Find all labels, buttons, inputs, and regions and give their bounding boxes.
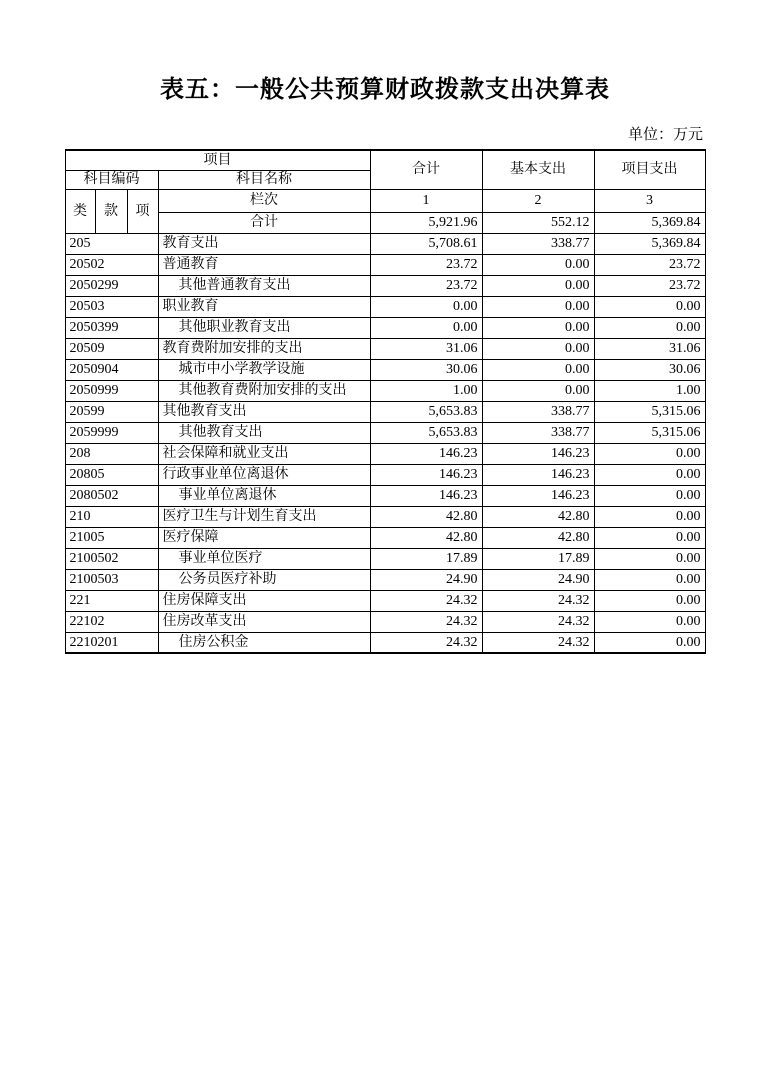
subject-code-cell: 221 [65,590,158,611]
table-row [65,632,705,653]
header-col-basic-expenditure: 基本支出 [482,150,594,189]
subject-name-cell: 住房保障支出 [158,590,370,611]
total-value-cell: 146.23 [370,464,482,485]
subject-name-cell: 医疗保障 [158,527,370,548]
project-expenditure-cell: 5,315.06 [594,401,705,422]
table-row [65,422,705,443]
basic-expenditure-cell: 24.32 [482,611,594,632]
project-expenditure-cell: 5,315.06 [594,422,705,443]
subject-code-cell: 21005 [65,527,158,548]
subject-code-cell: 2050999 [65,380,158,401]
total-value-cell: 24.32 [370,632,482,653]
total-value-cell: 5,653.83 [370,401,482,422]
project-expenditure-cell: 30.06 [594,359,705,380]
project-expenditure-cell: 0.00 [594,611,705,632]
subject-name-cell: 社会保障和就业支出 [158,443,370,464]
subject-name-cell: 住房公积金 [158,632,370,653]
subject-name-cell: 行政事业单位离退休 [158,464,370,485]
basic-expenditure-cell: 0.00 [482,254,594,275]
header-col-total: 合计 [370,150,482,189]
total-value-cell: 31.06 [370,338,482,359]
table-row [65,254,705,275]
header-subject-name: 科目名称 [158,171,370,190]
basic-expenditure-cell: 146.23 [482,464,594,485]
subject-name-cell: 教育费附加安排的支出 [158,338,370,359]
project-expenditure-cell: 0.00 [594,548,705,569]
table-row [65,233,705,254]
subject-code-cell: 20509 [65,338,158,359]
project-expenditure-cell: 0.00 [594,485,705,506]
header-project: 项目 [65,150,370,171]
header-col-class: 类 [65,189,95,233]
total-value-cell: 23.72 [370,254,482,275]
header-subject-code: 科目编码 [65,171,158,190]
basic-expenditure-cell: 0.00 [482,380,594,401]
subject-name-cell: 其他教育费附加安排的支出 [158,380,370,401]
basic-expenditure-cell: 0.00 [482,296,594,317]
header-col-section: 款 [95,189,127,233]
column-index-3: 3 [594,189,705,212]
grand-total-row [65,212,705,233]
table-row [65,317,705,338]
basic-expenditure-cell: 42.80 [482,527,594,548]
total-value-cell: 146.23 [370,443,482,464]
total-value-cell: 23.72 [370,275,482,296]
table-row [65,359,705,380]
table-row [65,569,705,590]
subject-code-cell: 210 [65,506,158,527]
header-row-project [65,150,705,171]
project-expenditure-cell: 1.00 [594,380,705,401]
project-expenditure-cell: 5,369.84 [594,233,705,254]
total-value-cell: 5,708.61 [370,233,482,254]
project-expenditure-cell: 0.00 [594,296,705,317]
subject-name-cell: 其他教育支出 [158,422,370,443]
total-value-cell: 42.80 [370,527,482,548]
basic-expenditure-cell: 146.23 [482,485,594,506]
basic-expenditure-cell: 0.00 [482,275,594,296]
subject-code-cell: 205 [65,233,158,254]
table-row [65,443,705,464]
basic-expenditure-cell: 146.23 [482,443,594,464]
table-row [65,401,705,422]
basic-expenditure-cell: 0.00 [482,317,594,338]
basic-expenditure-cell: 17.89 [482,548,594,569]
subject-name-cell: 其他职业教育支出 [158,317,370,338]
table-row [65,590,705,611]
header-col-item: 项 [127,189,158,233]
grand-total-project-value: 5,369.84 [594,212,705,233]
basic-expenditure-cell: 338.77 [482,401,594,422]
basic-expenditure-cell: 338.77 [482,422,594,443]
subject-code-cell: 2100503 [65,569,158,590]
table-row [65,464,705,485]
basic-expenditure-cell: 0.00 [482,359,594,380]
expenditure-table [65,149,706,654]
subject-name-cell: 职业教育 [158,296,370,317]
project-expenditure-cell: 31.06 [594,338,705,359]
subject-name-cell: 事业单位医疗 [158,548,370,569]
basic-expenditure-cell: 24.32 [482,632,594,653]
total-value-cell: 146.23 [370,485,482,506]
table-row [65,548,705,569]
project-expenditure-cell: 0.00 [594,569,705,590]
project-expenditure-cell: 23.72 [594,254,705,275]
subject-name-cell: 其他普通教育支出 [158,275,370,296]
subject-code-cell: 2080502 [65,485,158,506]
table-row [65,506,705,527]
project-expenditure-cell: 0.00 [594,590,705,611]
subject-code-cell: 20599 [65,401,158,422]
table-row [65,338,705,359]
total-value-cell: 17.89 [370,548,482,569]
header-col-project-expenditure: 项目支出 [594,150,705,189]
project-expenditure-cell: 0.00 [594,443,705,464]
column-index-2: 2 [482,189,594,212]
page-title: 表五：一般公共预算财政拨款支出决算表 [160,77,610,103]
basic-expenditure-cell: 24.32 [482,590,594,611]
total-value-cell: 24.32 [370,611,482,632]
table-row [65,380,705,401]
total-value-cell: 24.90 [370,569,482,590]
table-row [65,275,705,296]
column-index-1: 1 [370,189,482,212]
basic-expenditure-cell: 24.90 [482,569,594,590]
subject-name-cell: 公务员医疗补助 [158,569,370,590]
unit-label: 单位：万元 [627,126,703,143]
subject-code-cell: 20805 [65,464,158,485]
subject-name-cell: 教育支出 [158,233,370,254]
basic-expenditure-cell: 0.00 [482,338,594,359]
project-expenditure-cell: 0.00 [594,317,705,338]
grand-total-basic-value: 552.12 [482,212,594,233]
table-body [65,233,705,653]
subject-code-cell: 20502 [65,254,158,275]
total-value-cell: 0.00 [370,296,482,317]
project-expenditure-cell: 0.00 [594,527,705,548]
total-value-cell: 30.06 [370,359,482,380]
total-value-cell: 1.00 [370,380,482,401]
grand-total-value: 5,921.96 [370,212,482,233]
subject-code-cell: 2050399 [65,317,158,338]
basic-expenditure-cell: 338.77 [482,233,594,254]
subject-code-cell: 2210201 [65,632,158,653]
subject-name-cell: 住房改革支出 [158,611,370,632]
grand-total-label: 合计 [158,212,370,233]
header-row-column-index [65,189,705,212]
subject-code-cell: 2050299 [65,275,158,296]
subject-code-cell: 2050904 [65,359,158,380]
subject-code-cell: 2100502 [65,548,158,569]
subject-code-cell: 208 [65,443,158,464]
subject-name-cell: 事业单位离退休 [158,485,370,506]
table-row [65,611,705,632]
total-value-cell: 42.80 [370,506,482,527]
subject-code-cell: 20503 [65,296,158,317]
subject-name-cell: 城市中小学教学设施 [158,359,370,380]
project-expenditure-cell: 0.00 [594,632,705,653]
project-expenditure-cell: 0.00 [594,506,705,527]
project-expenditure-cell: 0.00 [594,464,705,485]
subject-name-cell: 普通教育 [158,254,370,275]
table-row [65,527,705,548]
total-value-cell: 24.32 [370,590,482,611]
subject-name-cell: 医疗卫生与计划生育支出 [158,506,370,527]
header-column-index-label: 栏次 [158,189,370,212]
subject-name-cell: 其他教育支出 [158,401,370,422]
table-row [65,296,705,317]
table-row [65,485,705,506]
total-value-cell: 5,653.83 [370,422,482,443]
total-value-cell: 0.00 [370,317,482,338]
basic-expenditure-cell: 42.80 [482,506,594,527]
subject-code-cell: 2059999 [65,422,158,443]
project-expenditure-cell: 23.72 [594,275,705,296]
subject-code-cell: 22102 [65,611,158,632]
